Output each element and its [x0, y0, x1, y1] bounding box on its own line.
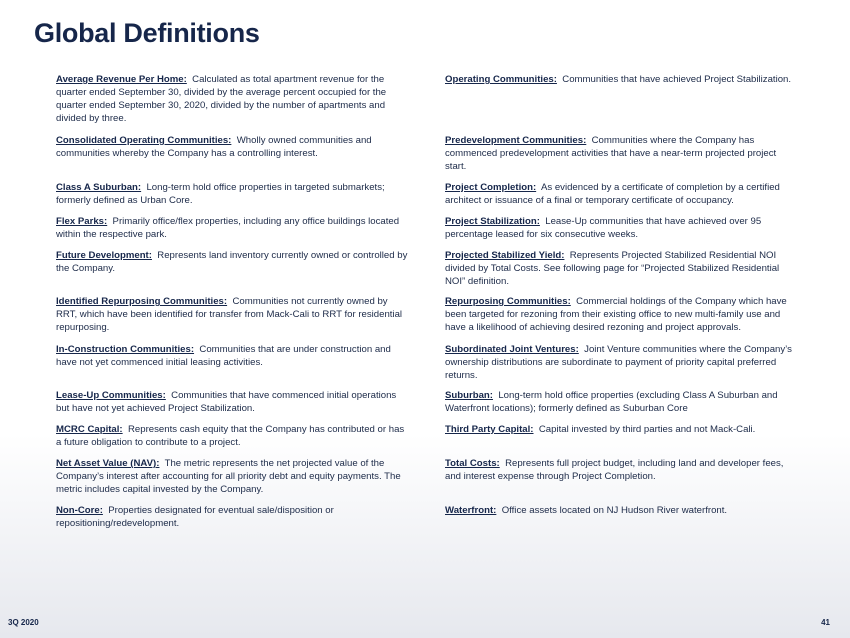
footer-period: 3Q 2020 — [8, 618, 39, 627]
definition-text: Represents full project budget, including land and developer fees, and interest expense through Project Completion. — [445, 458, 784, 482]
definition-average-revenue-per-home — [56, 74, 408, 126]
definition-text: Represents cash equity that the Company has contributed or has a future obligation to contribute to a project. — [56, 424, 405, 448]
definition-term: Operating Communities: — [445, 74, 557, 85]
footer-page-number: 41 — [821, 618, 830, 627]
definition-term: Waterfront: — [445, 505, 497, 516]
definition-text: Office assets located on NJ Hudson River waterfront. — [501, 505, 728, 516]
definition-text: Wholly owned communities and communities whereby the Company has a controlling interest. — [56, 135, 372, 159]
definition-predevelopment-communities — [445, 135, 797, 174]
definition-term: Project Stabilization: — [445, 216, 540, 227]
definition-text: Communities not currently owned by RRT, which have been identified for transfer from Mack-Cali to RRT for residential repurposing. — [56, 296, 403, 333]
definition-text: Communities where the Company has commenced predevelopment activities that have a near-term projected project start. — [445, 135, 777, 172]
definition-mcrc-capital — [56, 424, 408, 450]
definition-term: Total Costs: — [445, 458, 500, 469]
definition-term: Project Completion: — [445, 182, 537, 193]
definition-identified-repurposing-communities — [56, 296, 408, 335]
definition-lease-up-communities — [56, 390, 408, 416]
definition-term: Identified Repurposing Communities: — [56, 296, 228, 307]
definition-text: Primarily office/flex properties, including any office buildings located within the respective park. — [56, 216, 400, 240]
definition-text: Represents Projected Stabilized Residential NOI divided by Total Costs. See following page for “Projected Stabilized Residential NOI” definition. — [445, 250, 780, 287]
definition-third-party-capital — [445, 424, 797, 437]
definition-term: In-Construction Communities: — [56, 344, 195, 355]
definition-non-core — [56, 505, 408, 531]
definition-suburban — [445, 390, 797, 416]
definition-term: Consolidated Operating Communities: — [56, 135, 232, 146]
definition-class-a-suburban — [56, 182, 408, 208]
definition-term: Third Party Capital: — [445, 424, 534, 435]
definition-text: Lease-Up communities that have achieved over 95 percentage leased for six consecutive weeks. — [445, 216, 762, 240]
definition-term: Subordinated Joint Ventures: — [445, 344, 579, 355]
definition-text: Capital invested by third parties and not Mack-Cali. — [538, 424, 756, 435]
definition-operating-communities — [445, 74, 797, 87]
definition-in-construction-communities — [56, 344, 408, 370]
definition-term: Suburban: — [445, 390, 493, 401]
definition-text: Long-term hold office properties (excluding Class A Suburban and Waterfront locations); formerly defined as Suburban Core — [445, 390, 778, 414]
definition-project-stabilization — [445, 216, 797, 242]
definition-repurposing-communities — [445, 296, 797, 335]
definition-subordinated-joint-ventures — [445, 344, 797, 383]
definition-term: MCRC Capital: — [56, 424, 123, 435]
definition-term: Average Revenue Per Home: — [56, 74, 187, 85]
definition-projected-stabilized-yield — [445, 250, 797, 289]
definition-text: Represents land inventory currently owned or controlled by the Company. — [56, 250, 408, 274]
definition-text: Long-term hold office properties in targeted submarkets; formerly defined as Urban Core. — [56, 182, 385, 206]
definition-consolidated-operating-communities — [56, 135, 408, 161]
definition-text: Properties designated for eventual sale/disposition or repositioning/redevelopment. — [56, 505, 334, 529]
definition-term: Net Asset Value (NAV): — [56, 458, 160, 469]
definition-text: As evidenced by a certificate of completion by a certified architect or issuance of a final or temporary certificate of occupancy. — [445, 182, 780, 206]
definition-text: Communities that have achieved Project Stabilization. — [562, 74, 792, 85]
definition-term: Future Development: — [56, 250, 152, 261]
definition-term: Flex Parks: — [56, 216, 108, 227]
definition-term: Non-Core: — [56, 505, 103, 516]
definition-net-asset-value — [56, 458, 408, 497]
definition-text: Communities that are under construction and have not yet commenced initial leasing activities. — [56, 344, 391, 368]
definition-text: Commercial holdings of the Company which have been targeted for rezoning from their existing office to new multi-family use and have a likelihood of achieving desired rezoning and project approvals. — [445, 296, 787, 333]
definition-text: Communities that have commenced initial operations but have not yet achieved Project Stabilization. — [56, 390, 397, 414]
page-title: Global Definitions — [34, 18, 260, 48]
definition-text: Calculated as total apartment revenue for the quarter ended September 30, divided by the average percent occupied for the quarter ended September 30, 2020, divided by the number of apartments and divided by three. — [56, 74, 387, 124]
definition-future-development — [56, 250, 408, 276]
definition-text: Joint Venture communities where the Company’s ownership distributions are subordinate to payment of priority capital preferred returns. — [445, 344, 792, 381]
definition-term: Predevelopment Communities: — [445, 135, 587, 146]
definition-total-costs — [445, 458, 797, 484]
definition-project-completion — [445, 182, 797, 208]
definition-text: The metric represents the net projected value of the Company’s interest after accounting for all priority debt and equity payments. The metric includes capital invested by the Company. — [56, 458, 401, 495]
definition-waterfront — [445, 505, 797, 518]
definition-term: Repurposing Communities: — [445, 296, 571, 307]
definition-flex-parks — [56, 216, 408, 242]
definition-term: Projected Stabilized Yield: — [445, 250, 565, 261]
definition-term: Lease-Up Communities: — [56, 390, 166, 401]
definition-term: Class A Suburban: — [56, 182, 142, 193]
